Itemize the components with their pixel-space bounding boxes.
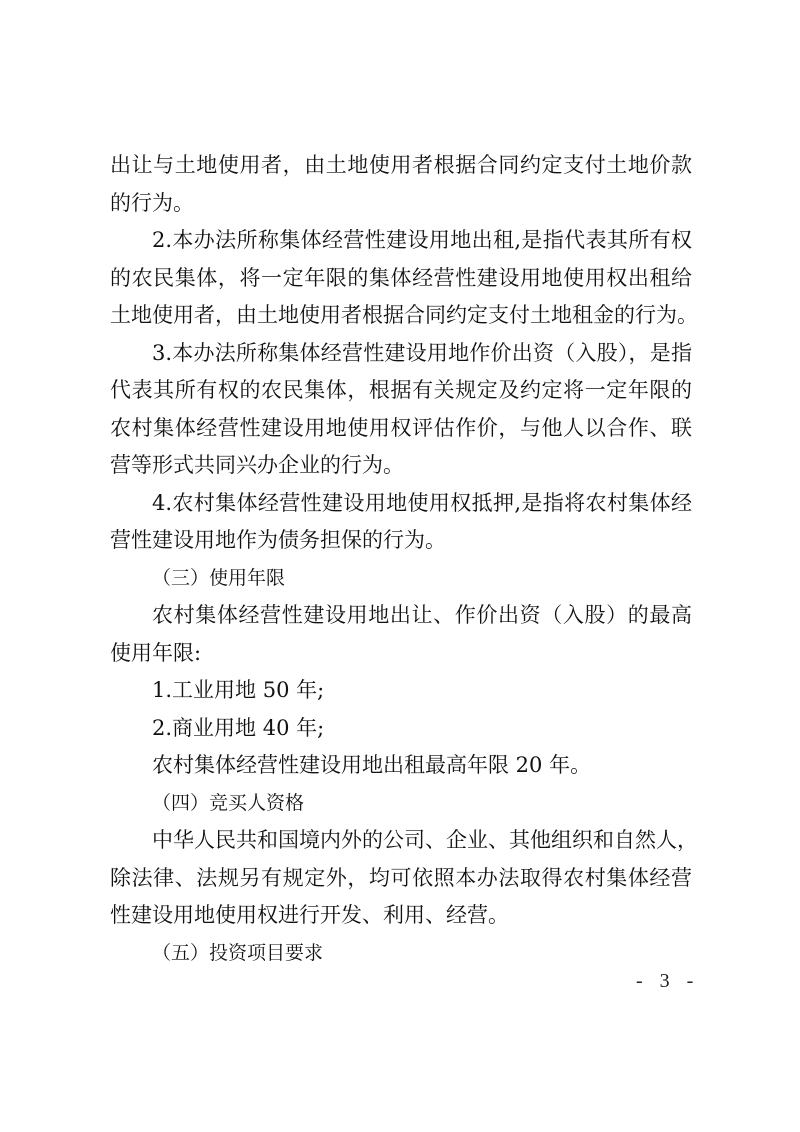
paragraph-line: 3.本办法所称集体经营性建设用地作价出资（入股），是指 bbox=[152, 340, 692, 365]
list-item-commercial-land: 2.商业用地 40 年; bbox=[152, 715, 325, 740]
paragraph-line: 营等形式共同兴办企业的行为。 bbox=[110, 453, 404, 477]
paragraph-line: 使用年限: bbox=[110, 640, 202, 665]
section-heading-investment-requirements: （五）投资项目要求 bbox=[152, 941, 324, 964]
paragraph-line: 的行为。 bbox=[110, 190, 194, 215]
section-heading-bidder-qualification: （四）竞买人资格 bbox=[152, 791, 305, 814]
paragraph-line: 土地使用者，由土地使用者根据合同约定支付土地租金的行为。 bbox=[110, 303, 698, 327]
section-heading-usage-period: （三）使用年限 bbox=[152, 566, 286, 589]
paragraph-line: 的农民集体，将一定年限的集体经营性建设用地使用权出租给 bbox=[110, 265, 692, 290]
paragraph-line: 农村集体经营性建设用地出租最高年限 20 年。 bbox=[152, 753, 592, 777]
document-body bbox=[110, 147, 698, 972]
paragraph-line: 出让与土地使用者，由土地使用者根据合同约定支付土地价款 bbox=[110, 153, 692, 177]
paragraph-line: 性建设用地使用权进行开发、利用、经营。 bbox=[110, 903, 509, 927]
paragraph-line: 4.农村集体经营性建设用地使用权抵押,是指将农村集体经 bbox=[152, 490, 692, 515]
page-number: - 3 - bbox=[636, 970, 700, 992]
paragraph-line: 除法律、法规另有规定外，均可依照本办法取得农村集体经营 bbox=[110, 865, 692, 890]
list-item-industrial-land: 1.工业用地 50 年; bbox=[152, 678, 325, 702]
paragraph-line: 2.本办法所称集体经营性建设用地出租,是指代表其所有权 bbox=[152, 228, 692, 252]
paragraph-line: 代表其所有权的农民集体，根据有关规定及约定将一定年限的 bbox=[110, 378, 692, 402]
paragraph-line: 农村集体经营性建设用地使用权评估作价，与他人以合作、联 bbox=[110, 415, 692, 440]
paragraph-line: 中华人民共和国境内外的公司、企业、其他组织和自然人， bbox=[152, 828, 698, 852]
paragraph-line: 农村集体经营性建设用地出让、作价出资（入股）的最高 bbox=[152, 603, 692, 627]
paragraph-line: 营性建设用地作为债务担保的行为。 bbox=[110, 528, 446, 552]
